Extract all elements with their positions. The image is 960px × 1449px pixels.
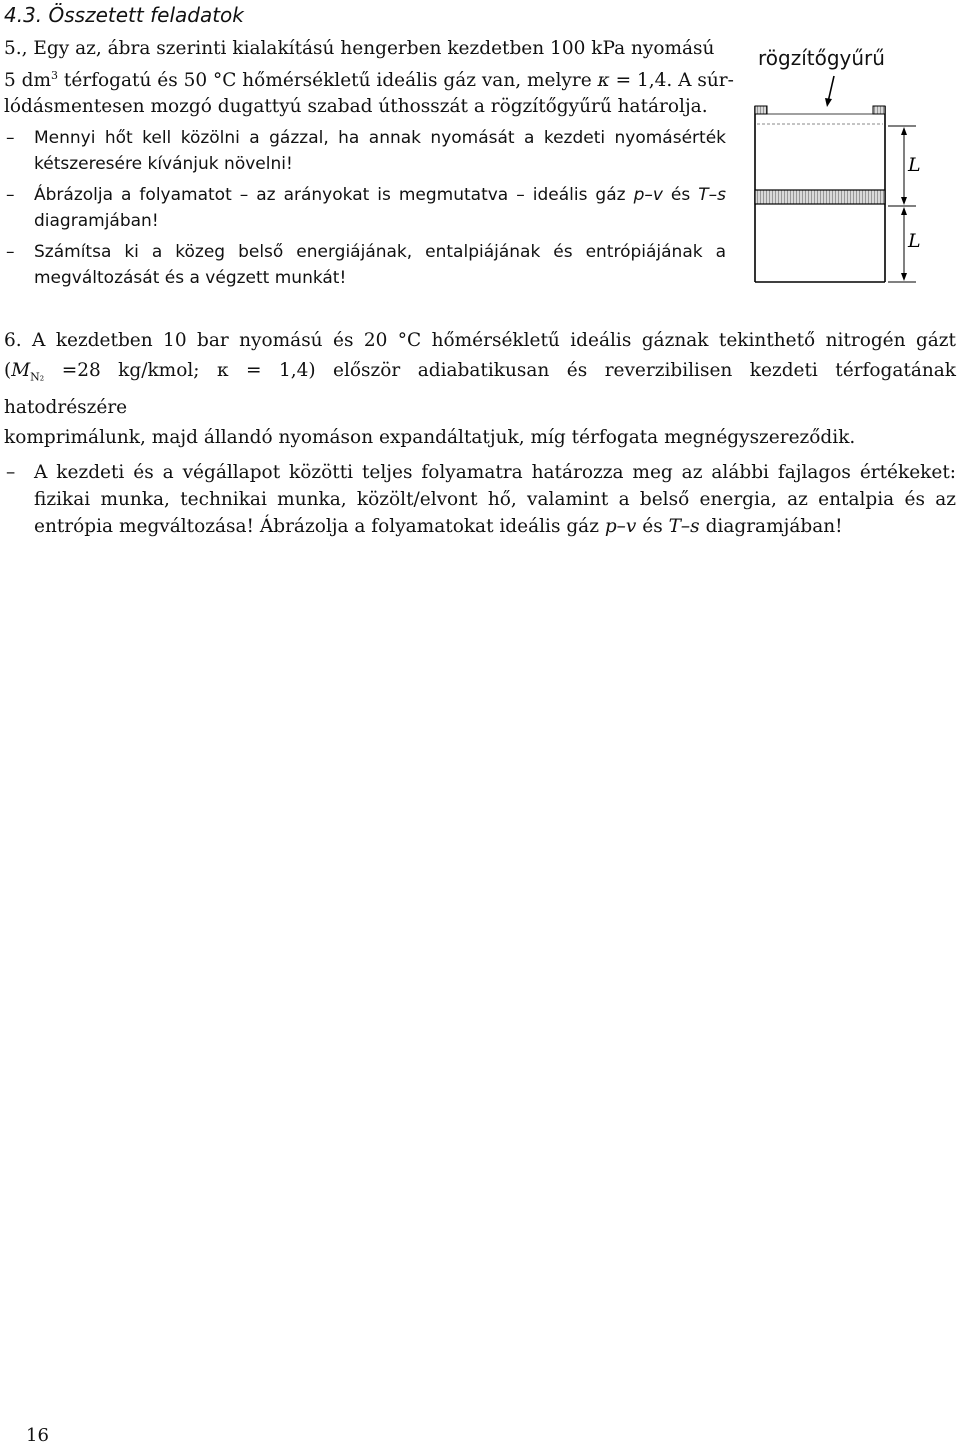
problem-5-line-1: 5., Egy az, ábra szerinti kialakítású hengerben kezdetben 100 kPa nyomású xyxy=(4,38,715,59)
cylinder-figure xyxy=(748,40,948,290)
problem-5-question-3: – Számítsa ki a közeg belső energiájának, entalpiájának és entrópiájának a megváltozását és a végzett munkát! xyxy=(6,241,726,289)
problem-6-line-1: 6. A kezdetben 10 bar nyomású és 20 °C hőmérsékletű ideális gáznak tekinthető nitrogén gázt xyxy=(4,330,956,351)
label-pointer-line xyxy=(828,76,834,102)
problem-5-number: 5. xyxy=(4,38,22,59)
problem-5-line-3: lódásmentesen mozgó dugattyú szabad úthosszát a rögzítőgyűrű határolja. xyxy=(4,96,708,118)
retaining-ring-label: rögzítőgyűrű xyxy=(758,46,885,70)
problem-6-line-2: ($M_{N_2} =28$ kg/kmol; κ = 1,4) először adiabatikusan és reverzibilisen kezdeti térfogatának hatodrészére xyxy=(4,360,956,418)
problem-5-question-1: – Mennyi hőt kell közölni a gázzal, ha annak nyomását a kezdeti nyomásérték kétszeresére kívánjuk növelni! xyxy=(6,127,726,175)
problem-5-line-2: 5 $dm^3$ térfogatú és 50 °C hőmérsékletű ideális gáz van, melyre κ = 1,4. A súr- xyxy=(4,68,734,91)
page-number: 16 xyxy=(26,1425,49,1446)
dimension-label-lower: L xyxy=(908,230,921,252)
problem-5-question-2: – Ábrázolja a folyamatot – az arányokat is megmutatva – ideális gáz p–v és T–s diagramjában! xyxy=(6,184,726,232)
problem-6-line-3: komprimálunk, majd állandó nyomáson expandáltatjuk, míg térfogata megnégyszereződik. xyxy=(4,426,856,448)
cylinder-diagram xyxy=(748,40,948,290)
retaining-ring-left xyxy=(755,106,767,114)
problem-6 xyxy=(4,326,956,540)
problem-5 xyxy=(4,36,734,292)
dimension-arrow-upper-bottom xyxy=(901,197,907,205)
label-pointer-arrowhead xyxy=(825,98,832,107)
piston xyxy=(755,190,885,204)
dimension-arrow-lower-bottom xyxy=(901,273,907,281)
problem-6-question: – A kezdeti és a végállapot közötti teljes folyamatra határozza meg az alábbi fajlagos értékeket: fizikai munka, technikai munka, közölt/elvont hő, valamint a belső energia, az entalpia és az entrópia megváltozása! Ábrázolja a folyamatokat ideális gáz p–v és T–s diagramjában! xyxy=(6,461,956,537)
dimension-arrow-lower-top xyxy=(901,207,907,215)
dimension-label-upper: L xyxy=(908,154,921,176)
section-heading: 4.3. Összetett feladatok xyxy=(4,3,244,27)
dimension-arrow-upper-top xyxy=(901,127,907,135)
retaining-ring-right xyxy=(873,106,885,114)
